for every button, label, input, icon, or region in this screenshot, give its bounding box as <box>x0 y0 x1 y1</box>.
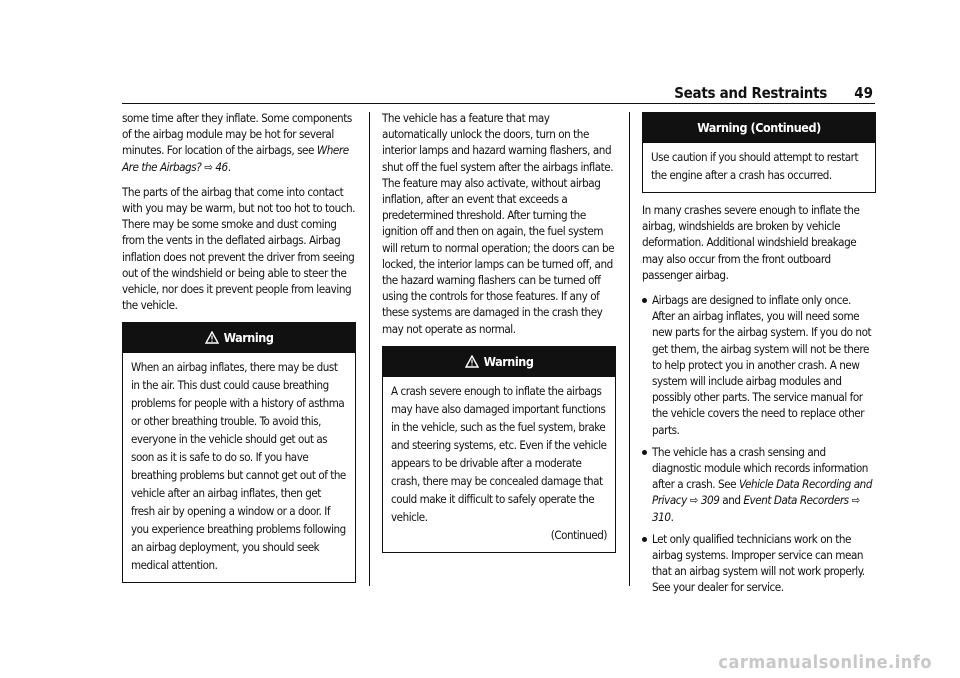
warning-title: Warning <box>123 323 355 353</box>
page-reference[interactable]: ⇨ 310 <box>652 493 860 524</box>
warning-triangle-icon <box>465 355 479 368</box>
cross-reference-link[interactable]: Event Data Recorders <box>743 493 849 508</box>
list-item: Airbags are designed to inflate only once. After an airbag inflates, you will need some new parts for the airbag system. If you do not get them, the airbag system will not be there to help protect you in another crash. A new system will include airbag modules and possibly other parts. The service manual for the vehicle covers the need to replace other parts. <box>642 292 876 438</box>
warning-box <box>382 346 616 553</box>
paragraph: some time after they inflate. Some components of the airbag module may be hot for several minutes. For location of the airbags, see Where Are the Airbags? ⇨ 46. <box>122 111 352 174</box>
bullet-list <box>642 292 876 596</box>
warning-body: Use caution if you should attempt to restart the engine after a crash has occurred. <box>651 150 859 182</box>
cross-reference-link[interactable]: Vehicle Data Recording and Privacy <box>652 477 872 508</box>
warning-body: A crash severe enough to inflate the airbags may have also damaged important functions in the vehicle, such as the fuel system, brake and steering systems, etc. Even if the vehicle appears to be drivable after a moderate crash, there may be concealed damage that could make it difficult to safely operate the vehicle. (Continued) <box>391 383 607 542</box>
list-item: Let only qualified technicians work on the airbag systems. Improper service can mean that an airbag system will not work properly. See your dealer for service. <box>642 531 876 596</box>
page-header <box>122 80 875 104</box>
warning-title: Warning <box>383 347 615 377</box>
warning-triangle-icon <box>205 331 219 344</box>
warning-box <box>122 322 356 583</box>
paragraph: The vehicle has a feature that may automatically unlock the doors, turn on the interior lamps and hazard warning flashers, and shut off the fuel system after the airbags inflate. The feature may also activate, without airbag inflation, after an event that exceeds a predetermined threshold. After turning the ignition off and then on again, the fuel system will return to normal operation; the doors can be locked, the interior lamps can be turned off, and the hazard warning flashers can be turned off using the controls for those features. If any of these systems are damaged in the crash they may not operate as normal. <box>382 111 615 336</box>
continued-label: (Continued) <box>550 527 607 542</box>
watermark-text: carmanualsonline.info <box>718 652 932 673</box>
paragraph: The parts of the airbag that come into contact with you may be warm, but not too hot to touch. There may be some smoke and dust coming from the vents in the deflated airbags. Airbag inflation does not prevent the driver from seeing out of the windshield or being able to steer the vehicle, nor does it prevent people from leaving the vehicle. <box>122 184 356 313</box>
page-reference[interactable]: ⇨ 309 <box>689 493 720 508</box>
page-footer <box>0 648 960 678</box>
warning-title: Warning (Continued) <box>643 113 875 143</box>
header-rule <box>122 103 875 104</box>
section-title: Seats and Restraints <box>674 84 827 102</box>
page-reference[interactable]: ⇨ 46 <box>204 159 228 174</box>
column-divider <box>629 112 630 586</box>
warning-box <box>642 112 876 193</box>
column-2 <box>382 110 616 553</box>
warning-body: When an airbag inflates, there may be dust in the air. This dust could cause breathing problems for people with a history of asthma or other breathing trouble. To avoid this, everyone in the vehicle should get out as soon as it is safe to do so. If you have breathing problems but cannot get out of the vehicle after an airbag inflates, then get fresh air by opening a window or a door. If you experience breathing problems following an airbag deployment, you should seek medical attention. <box>131 360 346 573</box>
column-1 <box>122 110 356 583</box>
column-divider <box>369 112 370 586</box>
page-number: 49 <box>854 84 873 102</box>
list-item: The vehicle has a crash sensing and diagnostic module which records information after a crash. See Vehicle Data Recording and Privacy ⇨ 309 and Event Data Recorders ⇨ 310. <box>642 444 876 525</box>
paragraph: In many crashes severe enough to inflate the airbag, windshields are broken by vehicle deformation. Additional windshield breakage may also occur from the front outboard passenger airbag. <box>642 203 860 282</box>
column-3 <box>642 110 876 602</box>
cross-reference-link[interactable]: Where Are the Airbags? <box>122 143 349 174</box>
